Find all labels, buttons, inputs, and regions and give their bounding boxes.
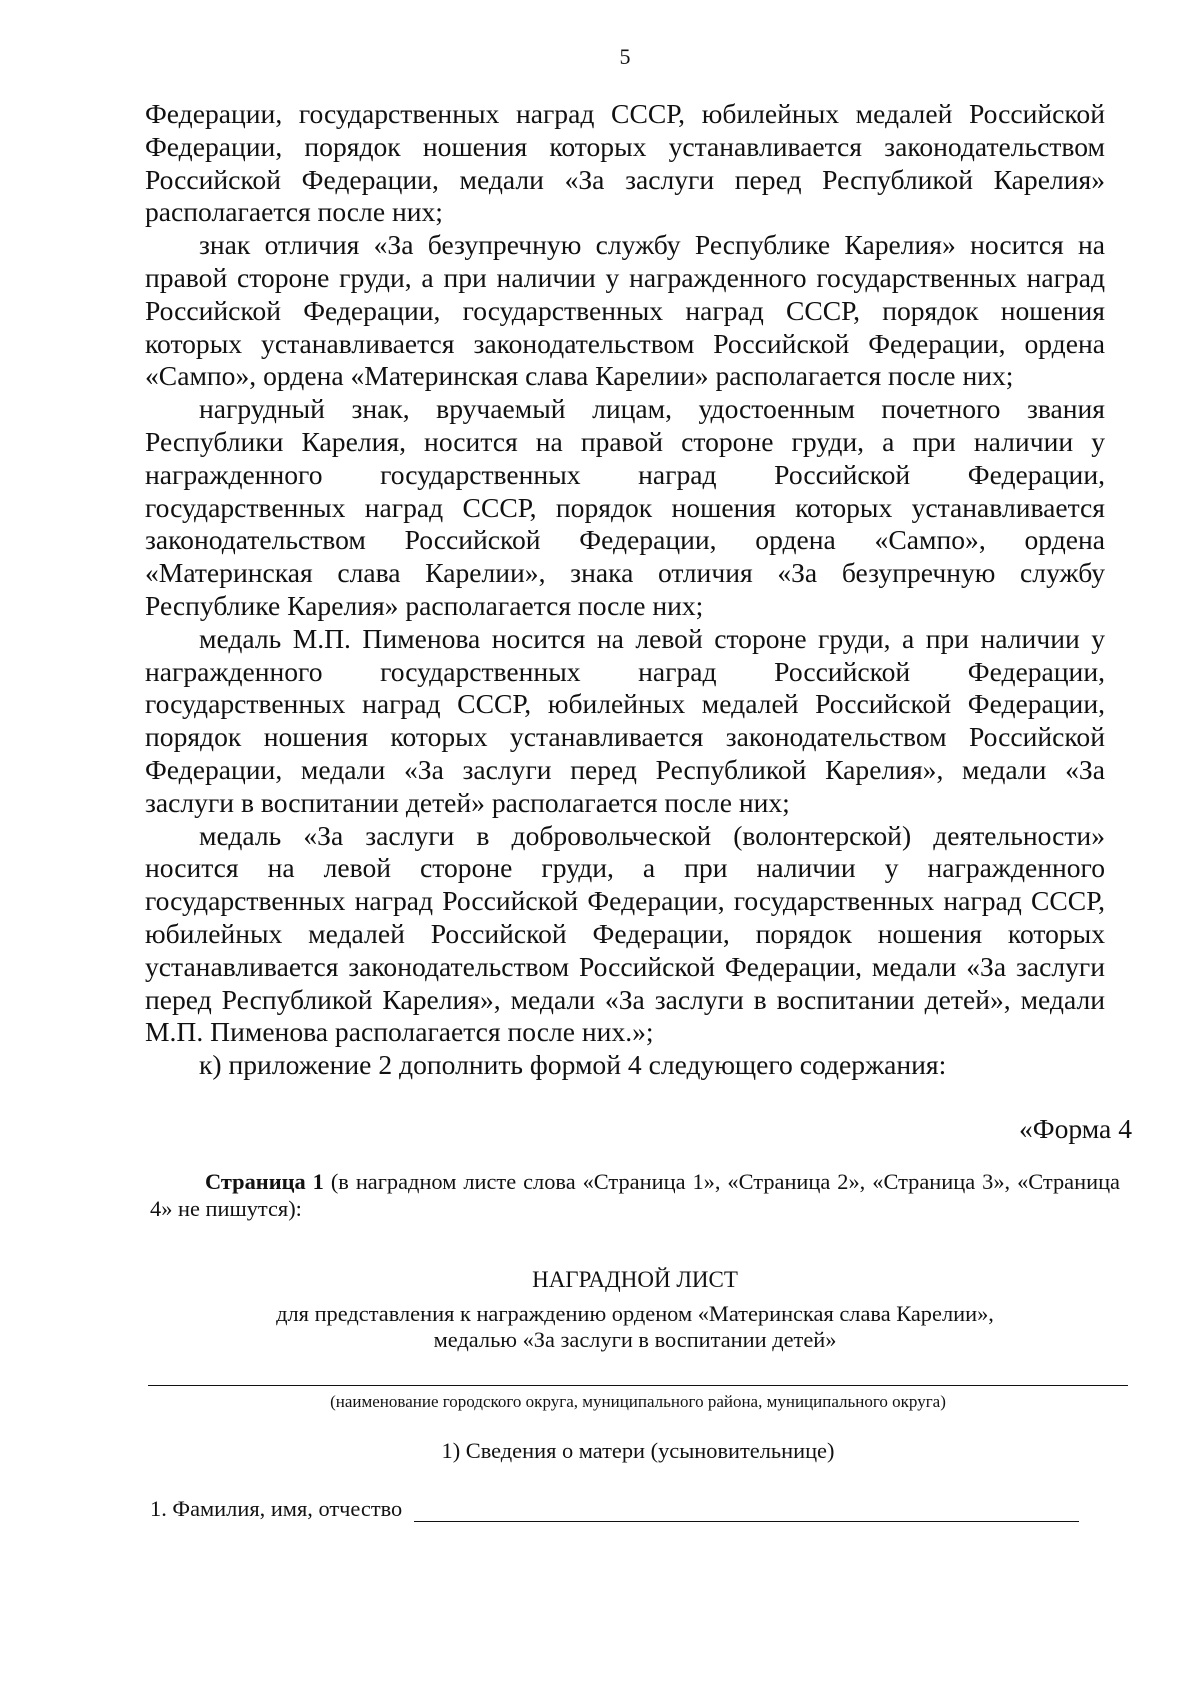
- paragraph-breast-badge: нагрудный знак, вручаемый лицам, удостоенным почетного звания Республики Карелия, носится на правой стороне груди, а при наличии у награжденного государственных наград Российской Федерации, государственных наград СССР, порядок ношения которых устанавливается законодательством Российской Федерации, ордена «Сампо», ордена «Материнская слава Карелии», знака отличия «За безупречную службу Республике Карелия» располагается после них;: [145, 393, 1105, 621]
- award-sheet-subtitle-line-2: медалью «За заслуги в воспитании детей»: [433, 1327, 837, 1352]
- paragraph-continuation: Федерации, государственных наград СССР, юбилейных медалей Российской Федерации, порядок ношения которых устанавливается законодательством Российской Федерации, медали «За заслуги перед Республикой Карелия» располагается после них;: [145, 98, 1105, 228]
- body-text: [145, 98, 1105, 1082]
- field-full-name-blank-line: [414, 1497, 1079, 1522]
- paragraph-appendix-amendment: к) приложение 2 дополнить формой 4 следующего содержания:: [199, 1049, 947, 1081]
- paragraph-distinction-sign: знак отличия «За безупречную службу Республике Карелия» носится на правой стороне груди, а при наличии у награжденного государственных наград Российской Федерации, государственных наград СССР, порядок ношения которых устанавливается законодательством Российской Федерации, ордена «Сампо», ордена «Материнская слава Карелии» располагается после них;: [145, 229, 1105, 392]
- paragraph-pimenov-medal: медаль М.П. Пименова носится на левой стороне груди, а при наличии у награжденного государственных наград Российской Федерации, государственных наград СССР, юбилейных медалей Российской Федерации, порядок ношения которых устанавливается законодательством Российской Федерации, медали «За заслуги перед Республикой Карелия», медали «За заслуги в воспитании детей» располагается после них;: [145, 622, 1105, 818]
- page-note-text: (в наградном листе слова «Страница 1», «Страница 2», «Страница 3», «Страница 4» не пишутся):: [150, 1169, 1120, 1221]
- section-heading-mother-info: 1) Сведения о матери (усыновительнице): [441, 1438, 835, 1463]
- page-note: [150, 1168, 1120, 1222]
- form-label: «Форма 4: [1019, 1113, 1132, 1144]
- award-sheet-title: НАГРАДНОЙ ЛИСТ: [532, 1267, 738, 1292]
- municipality-blank-line: [148, 1385, 1128, 1386]
- award-sheet-subtitle: [150, 1301, 1120, 1353]
- page-note-bold: Страница 1: [205, 1169, 324, 1194]
- paragraph-volunteer-medal: медаль «За заслуги в добровольческой (волонтерской) деятельности» носится на левой стороне груди, а при наличии у награжденного государственных наград Российской Федерации, государственных наград СССР, юбилейных медалей Российской Федерации, порядок ношения которых устанавливается законодательством Российской Федерации, медали «За заслуги перед Республикой Карелия», медали «За заслуги в воспитании детей», медали М.П. Пименова располагается после них.»;: [145, 819, 1105, 1048]
- page-number: 5: [619, 44, 631, 69]
- field-full-name: [150, 1496, 1110, 1522]
- municipality-caption: (наименование городского округа, муниципального района, муниципального округа): [330, 1392, 946, 1411]
- award-sheet-subtitle-line-1: для представления к награждению орденом «Материнская слава Карелии»,: [276, 1301, 994, 1326]
- field-full-name-label: 1. Фамилия, имя, отчество: [150, 1496, 403, 1521]
